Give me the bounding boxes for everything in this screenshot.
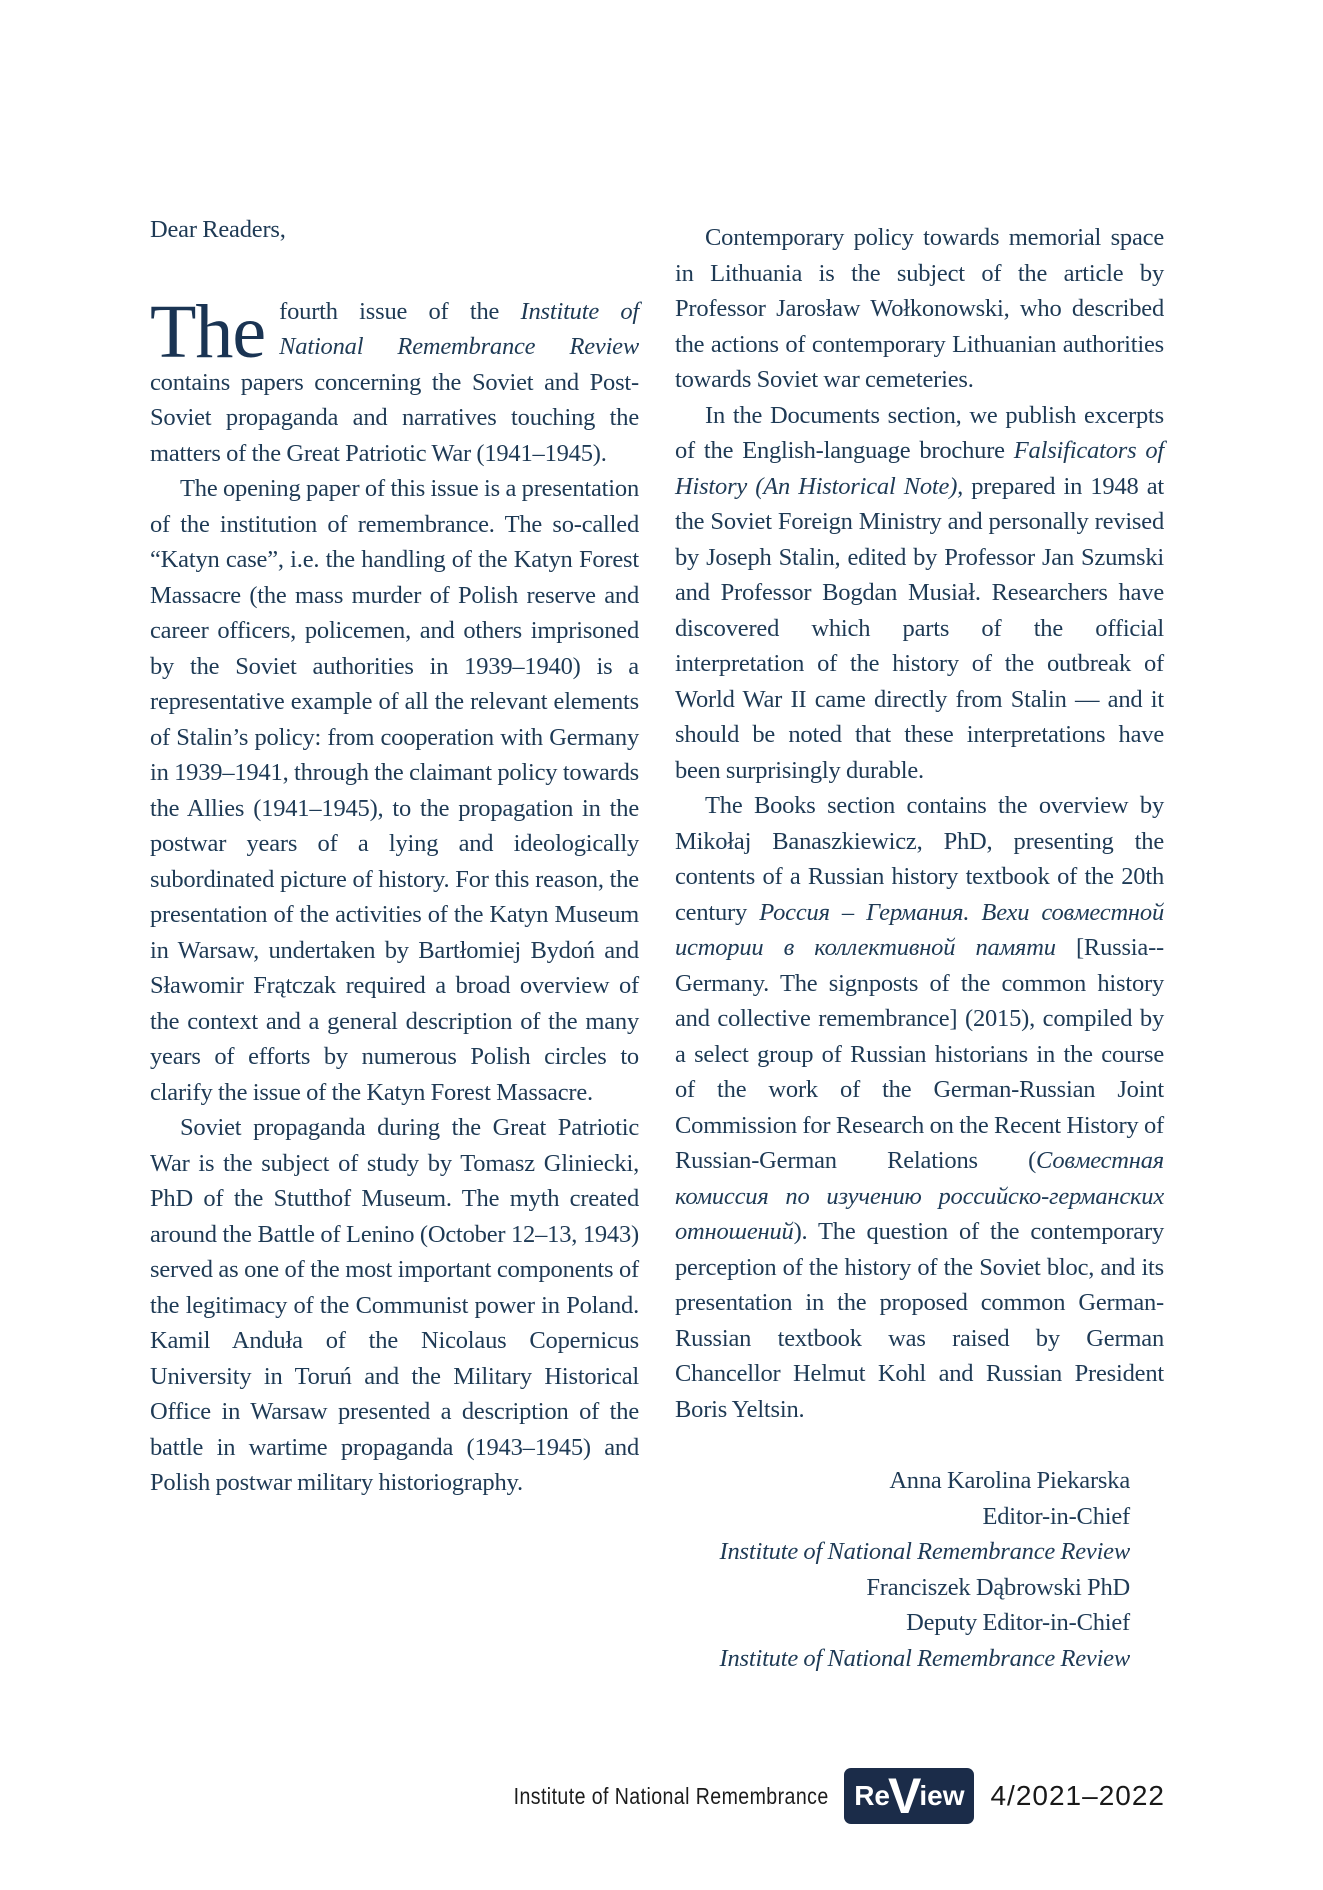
signature-block [675,1463,1164,1676]
journal-name-italic: Institute of National Remembrance Review [719,1644,1130,1672]
editor-title: Editor-in-Chief [982,1502,1130,1530]
review-logo-iew: iew [919,1780,965,1811]
publisher-name: Institute of National Remembrance [513,1782,829,1809]
paragraph-katyn-case: The opening paper of this issue is a presentation of the institution of remembrance. The so-called “Katyn case”, i.e. the handling of the Katyn Forest Massacre (the mass murder of Polish reserve and career officers, policemen, and others imprisoned by the Soviet authorities in 1939–1940) is a representative example of all the relevant elements of Stalin’s policy: from cooperation with Germany in 1939–1941, through the claimant policy towards the Allies (1941–1945), to the propagation in the postwar years of a lying and ideologically subordinated picture of history. For this reason, the presentation of the activities of the Katyn Museum in Warsaw, undertaken by Bartłomiej Bydoń and Sławomir Frątczak required a broad overview of the context and a general description of the many years of efforts by numerous Polish circles to clarify the issue of the Katyn Forest Massacre. [150,475,639,1106]
issue-number: 4/2021–2022 [990,1780,1165,1811]
review-logo-v: V [887,1768,922,1824]
page-content [150,212,1164,1676]
textbook-title-italic: Россия – Германия. Вехи совместной истории в коллективной памяти [675,898,1164,961]
review-logo-badge [844,1768,974,1824]
right-column [675,212,1164,1676]
dropcap-the: The [150,289,266,374]
text-segment: ). The question of the contemporary perception of the history of the Soviet bloc, and its presentation in the proposed common German-Russian textbook was raised by German Chancellor Helmut Kohl and Russian President Boris Yeltsin. [675,1218,1164,1423]
commission-name-italic: Совместная комиссия по изучению российско-германских отношений [675,1147,1164,1245]
text-segment: fourth issue of the [279,297,521,325]
text-segment: prepared in 1948 at the Soviet Foreign Ministry and personally revised by Joseph Stalin, edited by Professor Jan Szumski and Professor Bogdan Musiał. Researchers have discovered which parts of the official interpretation of the history of the outbreak of World War II came directly from Stalin — and it should be noted that these interpretations have been surprisingly durable. [675,472,1164,784]
text-segment: The Books section contains the overview by Mikołaj Banaszkiewicz, PhD, presenting the contents of a Russian history textbook of the 20th century [675,792,1164,926]
paragraph-soviet-propaganda: Soviet propaganda during the Great Patriotic War is the subject of study by Tomasz Gliniecki, PhD of the Stutthof Museum. The myth created around the Battle of Lenino (October 12–13, 1943) served as one of the most important components of the legitimacy of the Communist power in Poland. Kamil Anduła of the Nicolaus Copernicus University in Toruń and the Military Historical Office in Warsaw presented a description of the battle in wartime propaganda (1943–1945) and Polish postwar military historiography. [150,1114,639,1496]
salutation: Dear Readers, [150,216,286,243]
paragraph-lithuania: Contemporary policy towards memorial space in Lithuania is the subject of the article by Professor Jarosław Wołkonowski, who described the actions of contemporary Lithuanian authorities towards Soviet war cemeteries. [675,224,1164,393]
paragraph-documents-section [675,398,1164,789]
deputy-editor-name: Franciszek Dąbrowski PhD [866,1573,1130,1601]
paragraph-books-section [675,788,1164,1427]
journal-name-italic: Institute of National Remembrance Review [719,1538,1130,1565]
text-segment: In the Documents section, we publish excerpts of the English-language brochure [675,401,1164,464]
brochure-title-italic: Falsificators of History (An Historical Note), [675,437,1164,500]
review-logo-re: Re [854,1780,890,1811]
text-segment: contains papers concerning the Soviet and Post-Soviet propaganda and narratives touching the matters of the Great Patriotic War (1941–1945). [150,368,639,467]
journal-title-italic: Institute of National Remembrance Review [279,297,640,360]
editor-name: Anna Karolina Piekarska [889,1467,1130,1494]
paragraph-issue-intro [150,289,640,472]
footer [458,1768,1165,1824]
deputy-editor-title: Deputy Editor-in-Chief [906,1609,1130,1636]
text-segment: [Russia--Germany. The signposts of the common history and collective remembrance] (2015), compiled by a select group of Russian historians in the course of the work of the German-Russian Joint Commission for Research on the Recent History of Russian-German Relations ( [675,934,1164,1174]
left-column [150,212,639,1676]
